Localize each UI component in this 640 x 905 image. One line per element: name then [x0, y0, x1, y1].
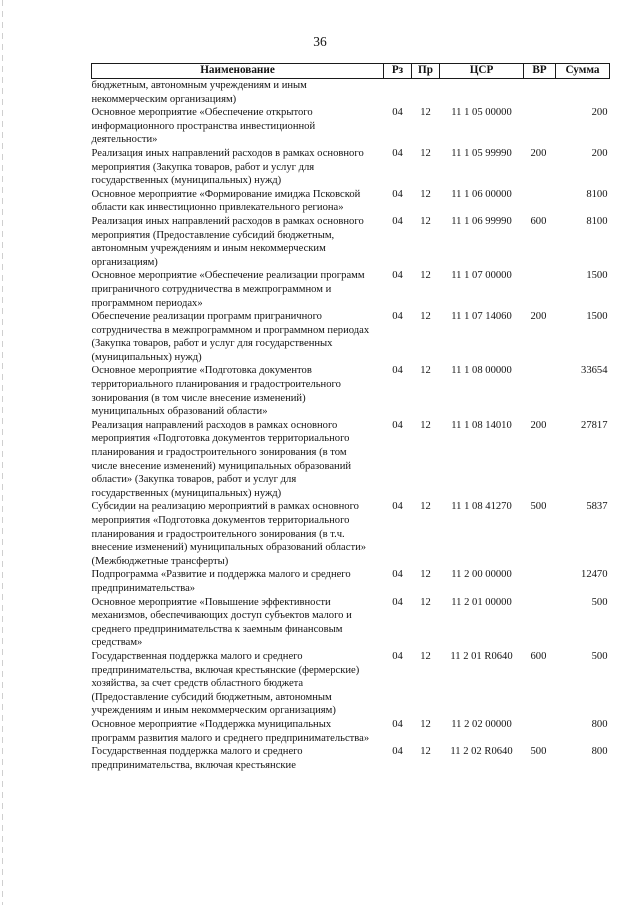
row-pr: 12: [420, 107, 431, 119]
table-body: [92, 79, 610, 773]
row-name: Основное мероприятие «Повышение эффективности механизмов, обеспечивающих доступ субъектов малого и среднего предпринимательства к заемным финансовым средствам»: [91, 596, 352, 649]
row-vr: [524, 364, 556, 418]
row-name: Реализация иных направлений расходов в рамках основного мероприятия (Предоставление субсидий бюджетным, автономным учреждениям и иным некоммерческим организациям): [91, 215, 364, 268]
table-row: [92, 650, 610, 718]
header-rz: Рз: [384, 64, 412, 79]
row-sum: 5837: [586, 501, 608, 513]
row-pr: 12: [420, 650, 431, 662]
row-vr: 200: [530, 419, 547, 431]
row-vr: [524, 188, 556, 215]
row-rz: [384, 79, 412, 107]
row-rz: 04: [392, 419, 403, 431]
row-csr: 11 2 01 00000: [451, 596, 512, 608]
row-vr: [524, 106, 556, 147]
table-row: [92, 568, 610, 595]
row-pr: 12: [420, 569, 431, 581]
row-csr: 11 2 00 00000: [451, 569, 512, 581]
row-rz: 04: [392, 107, 403, 119]
row-csr: 11 1 08 00000: [451, 365, 512, 377]
row-pr: 12: [420, 718, 431, 730]
row-pr: 12: [420, 501, 431, 513]
row-sum: 1500: [586, 311, 608, 323]
row-pr: [412, 79, 440, 107]
row-pr: 12: [420, 596, 431, 608]
row-name: Субсидии на реализацию мероприятий в рамках основного мероприятия «Подготовка документов территориального планирования и градостроительного зонирования (в т.ч. внесение изменений) муниципальных образований области» (Межбюджетные трансферты): [91, 501, 367, 567]
row-name: Основное мероприятие «Формирование имиджа Псковской области как инвестиционно привлекательного региона»: [91, 188, 361, 214]
row-name: Обеспечение реализации программ приграничного сотрудничества в межпрограммном и программном периодах (Закупка товаров, работ и услуг для государственных (муниципальных) нужд): [91, 311, 370, 363]
row-sum: 800: [591, 746, 608, 758]
row-name: Государственная поддержка малого и среднего предпринимательства, включая крестьянские (фермерские) хозяйства, за счет средств областного бюджета (Предоставление субсидий бюджетным, автономным учреждениям и иным некоммерческим организациям): [91, 650, 360, 717]
table-row: [92, 269, 610, 310]
row-sum: 500: [591, 650, 608, 662]
row-sum: 1500: [586, 270, 608, 282]
header-pr: Пр: [412, 64, 440, 79]
table-row: [92, 596, 610, 650]
row-name: Реализация направлений расходов в рамках основного мероприятия «Подготовка документов территориального планирования и градостроительного зонирования (в том числе внесение изменений) муниципальных образований области» (Закупка товаров, работ и услуг для государственных (муниципальных) нужд): [91, 419, 352, 499]
header-name: Наименование: [92, 64, 384, 79]
row-vr: [524, 269, 556, 310]
table-row: [92, 310, 610, 364]
row-csr: 11 2 02 R0640: [450, 746, 513, 758]
row-name: бюджетным, автономным учреждениям и иным некоммерческим организациям): [92, 79, 384, 107]
row-vr: 600: [530, 650, 547, 662]
table-row: [92, 106, 610, 147]
row-rz: 04: [392, 215, 403, 227]
row-name: Подпрограмма «Развитие и поддержка малого и среднего предпринимательства»: [91, 569, 351, 594]
row-rz: 04: [392, 147, 403, 159]
table-row: [92, 718, 610, 745]
row-rz: 04: [392, 650, 403, 662]
row-sum: 200: [591, 107, 608, 119]
table-header-row: [92, 64, 610, 79]
row-pr: 12: [420, 188, 431, 200]
row-rz: 04: [392, 596, 403, 608]
row-vr: 200: [530, 311, 547, 323]
row-vr: 600: [530, 215, 547, 227]
row-vr: [524, 718, 556, 745]
table-row: [92, 79, 610, 107]
row-vr: 500: [530, 746, 547, 758]
row-sum: 500: [591, 596, 608, 608]
row-csr: 11 1 06 99990: [451, 215, 512, 227]
table-row: [92, 364, 610, 418]
table-row: [92, 188, 610, 215]
row-vr: [524, 568, 556, 595]
row-sum: 8100: [586, 188, 608, 200]
row-csr: 11 1 05 00000: [451, 107, 512, 119]
row-rz: 04: [392, 365, 403, 377]
row-name: Основное мероприятие «Поддержка муниципальных программ развития малого и среднего предпринимательства»: [91, 718, 370, 744]
row-sum: 12470: [581, 569, 608, 581]
row-pr: 12: [420, 270, 431, 282]
row-pr: 12: [420, 419, 431, 431]
row-name: Реализация иных направлений расходов в рамках основного мероприятия (Закупка товаров, работ и услуг для государственных (муниципальных) нужд): [91, 147, 364, 187]
row-sum: 800: [591, 718, 608, 730]
row-name: Основное мероприятие «Подготовка документов территориального планирования и градостроительного зонирования (в том числе внесение изменений) муниципальных образований области»: [91, 365, 341, 418]
row-pr: 12: [420, 147, 431, 159]
row-sum: [556, 79, 610, 107]
scan-edge-line: [2, 0, 3, 905]
row-csr: 11 2 02 00000: [451, 718, 512, 730]
row-vr: [524, 596, 556, 650]
budget-table: [91, 63, 610, 772]
row-name: Основное мероприятие «Обеспечение реализации программ приграничного сотрудничества в межпрограммном и программном периодах»: [91, 270, 365, 309]
row-sum: 33654: [581, 365, 608, 377]
row-csr: 11 1 07 14060: [451, 311, 512, 323]
row-rz: 04: [392, 270, 403, 282]
row-sum: 8100: [586, 215, 608, 227]
header-vr: ВР: [524, 64, 556, 79]
page-number: 36: [313, 34, 327, 49]
row-pr: 12: [420, 311, 431, 323]
table-row: [92, 745, 610, 772]
row-vr: 500: [530, 501, 547, 513]
row-name: Основное мероприятие «Обеспечение открытого информационного пространства инвестиционной деятельности»: [91, 107, 316, 146]
table-row: [92, 419, 610, 501]
row-rz: 04: [392, 501, 403, 513]
row-sum: 200: [591, 147, 608, 159]
row-pr: 12: [420, 365, 431, 377]
table-row: [92, 500, 610, 568]
row-rz: 04: [392, 311, 403, 323]
row-rz: 04: [392, 746, 403, 758]
row-rz: 04: [392, 569, 403, 581]
row-csr: 11 1 07 00000: [451, 270, 512, 282]
row-vr: 200: [530, 147, 547, 159]
table-row: [92, 215, 610, 269]
row-pr: 12: [420, 215, 431, 227]
row-csr: 11 1 05 99990: [451, 147, 512, 159]
row-sum: 27817: [581, 419, 608, 431]
row-name: Государственная поддержка малого и среднего предпринимательства, включая крестьянские: [91, 746, 303, 771]
row-csr: 11 1 08 41270: [451, 501, 512, 513]
row-rz: 04: [392, 188, 403, 200]
table-row: [92, 147, 610, 188]
row-csr: [440, 79, 524, 107]
row-pr: 12: [420, 746, 431, 758]
header-csr: ЦСР: [440, 64, 524, 79]
row-csr: 11 2 01 R0640: [450, 650, 513, 662]
row-csr: 11 1 06 00000: [451, 188, 512, 200]
row-vr: [524, 79, 556, 107]
row-rz: 04: [392, 718, 403, 730]
row-csr: 11 1 08 14010: [451, 419, 512, 431]
header-sum: Сумма: [556, 64, 610, 79]
